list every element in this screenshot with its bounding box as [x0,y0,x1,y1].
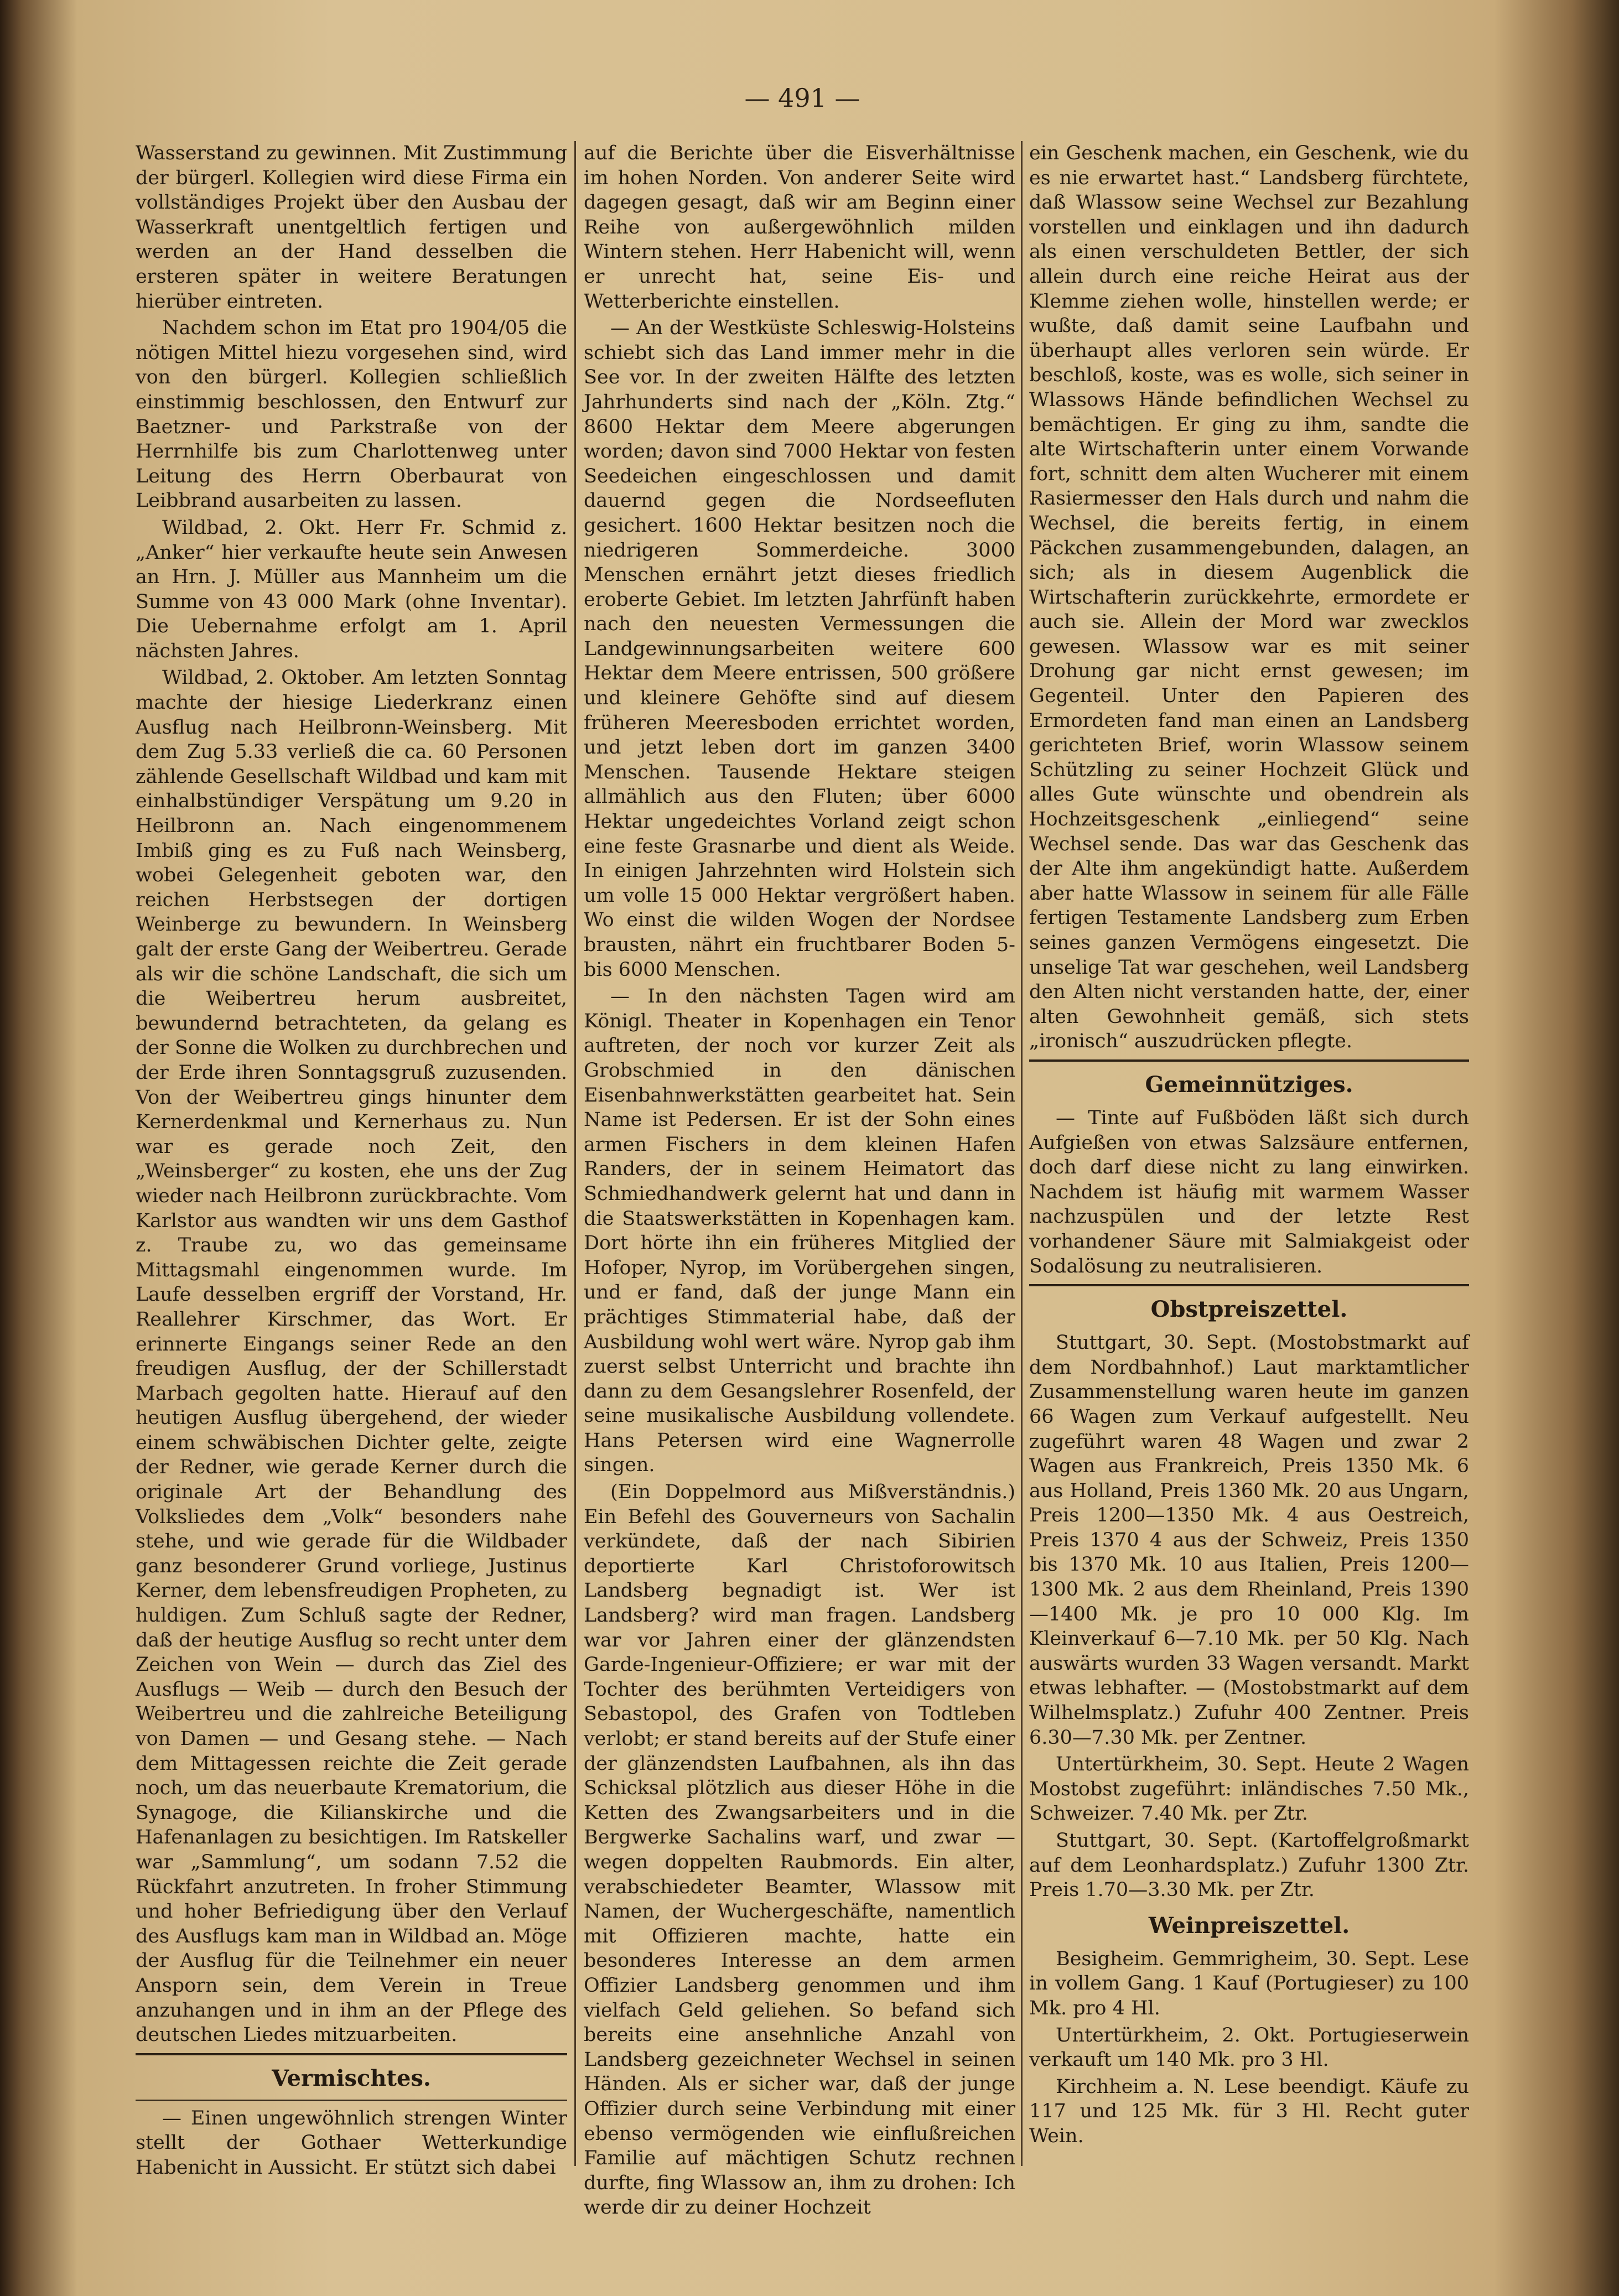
section-rule [1029,1059,1469,1062]
price-untertuerkheim-wein: Untertürkheim, 2. Okt. Portugieserwein verkauft um 140 Mk. pro 3 Hl. [1029,2024,1469,2071]
price-besigheim: Besigheim. Gemmrigheim, 30. Sept. Lese in vollem Gang. 1 Kauf (Portugieser) zu 100 Mk. pro 4 Hl. [1029,1947,1469,2019]
section-heading-vermischtes: Vermischtes. [272,2065,431,2091]
article-tinte: — Tinte auf Fußböden läßt sich durch Aufgießen von etwas Salzsäure entfernen, doch darf diese nicht zu lang einwirken. Nachdem ist häufig mit warmem Wasser nachzuspülen und der letzte Rest vorhandener Säure mit Salmiakgeist oder Sodalösung zu neutralisieren. [1029,1107,1469,1277]
section-rule [136,2053,567,2055]
page-number: — 491 — [744,83,860,113]
section-heading-weinpreiszettel: Weinpreiszettel. [1148,1912,1350,1939]
price-kirchheim: Kirchheim a. N. Lese beendigt. Käufe zu 117 und 125 Mk. für 3 Hl. Recht guter Wein. [1029,2075,1469,2147]
column-2 [584,141,1015,2222]
column-rule-left [574,141,576,2166]
column-3 [1029,141,1469,2151]
column-1 [136,141,567,2183]
column-rule-right [1021,141,1023,2166]
section-heading-obstpreiszettel: Obstpreiszettel. [1150,1296,1348,1323]
article-liederkranz-ausflug: Wildbad, 2. Oktober. Am letzten Sonntag machte der hiesige Liederkranz einen Ausflug nach Heilbronn-Weinsberg. Mit dem Zug 5.33 verließ die ca. 60 Personen zählende Gesellschaft Wildbad und kam mit einhalbstündiger Verspätung um 9.20 in Heilbronn an. Nach eingenommenem Imbiß ging es zu Fuß nach Weinsberg, wobei Gelegenheit geboten war, den reichen Herbstsegen der dortigen Weinberge zu bewundern. In Weinsberg galt der erste Gang der Weibertreu. Gerade als wir die schöne Landschaft, die sich um die Weibertreu herum ausbreitet, bewundernd betrachteten, da gelang es der Sonne die Wolken zu durchbrechen und der Erde ihren Sonntagsgruß zuzusenden. Von der Weibertreu gings hinunter dem Kernerdenkmal und Kernerhaus zu. Nun war es gerade noch Zeit, den „Weinsberger“ zu kosten, ehe uns der Zug wieder nach Heilbronn zurückbrachte. Vom Karlstor aus wandten wir uns dem Gasthof z. Traube zu, wo das gemeinsame Mittagsmahl eingenommen wurde. Im Laufe desselben ergriff der Vorstand, Hr. Reallehrer Kirschmer, das Wort. Er erinnerte Eingangs seiner Rede an den freudigen Ausflug, der der Schillerstadt Marbach gegolten hatte. Hierauf auf den heutigen Ausflug übergehend, der wieder einem schwäbischen Dichter gelte, zeigte der Redner, wie gerade Kerner durch die originale Art der Behandlung des Volksliedes dem „Volk“ besonders nahe stehe, und wie gerade für die Wildbader ganz besonderer Grund vorliege, Justinus Kerner, dem lebensfreudigen Propheten, zu huldigen. Zum Schluß sagte der Redner, daß der heutige Ausflug so recht unter dem Zeichen von Wein — durch das Ziel des Ausflugs — Weib — durch den Besuch der Weibertreu und die zahlreiche Beteiligung von Damen — und Gesang stehe. — Nach dem Mittagessen reichte die Zeit gerade noch, um das neuerbaute Krematorium, die Synagoge, die Kilianskirche und die Hafenanlagen zu besichtigen. Im Ratskeller war „Sammlung“, um sodann 7.52 die Rückfahrt anzutreten. In froher Stimmung und hoher Befriedigung über den Verlauf des Ausflugs kam man in Wildbad an. Möge der Ausflug für die Teilnehmer ein neuer Ansporn sein, dem Verein in Treue anzuhangen und in ihm an der Pflege des deutschen Liedes mitzuarbeiten. [136,667,567,2046]
article-wasserkraft-end: Wasserstand zu gewinnen. Mit Zustimmung der bürgerl. Kollegien wird diese Firma ein vollständiges Projekt über den Ausbau der Wasserkraft unentgeltlich fertigen und werden an der Hand desselben die ersteren später in weitere Beratungen hierüber eintreten. [136,142,567,313]
article-doppelmord-start: (Ein Doppelmord aus Mißverständnis.) Ein Befehl des Gouverneurs von Sachalin verkündete, daß der nach Sibirien deportierte Karl Christoforowitsch Landsberg begnadigt ist. Wer ist Landsberg? wird man fragen. Landsberg war vor Jahren einer der glänzendsten Garde-Ingenieur-Offiziere; er war mit der Tochter des berühmten Verteidigers von Sebastopol, des Grafen von Todtleben verlobt; er stand bereits auf der Stufe einer der glänzendsten Laufbahnen, als ihn das Schicksal plötzlich aus dieser Höhe in die Ketten des Zwangsarbeiters und in die Bergwerke Sachalins warf, und zwar — wegen doppelten Raubmords. Ein alter, verabschiedeter Beamter, Wlassow mit Namen, der Wuchergeschäfte, namentlich mit Offizieren machte, hatte ein besonderes Interesse an dem armen Offizier Landsberg genommen und ihm vielfach Geld geliehen. So befand sich bereits eine ansehnliche Anzahl von Landsberg gezeichneter Wechsel in seinen Händen. Als er sicher war, daß der junge Offizier durch seine Verbindung mit einer ebenso vermögenden wie einflußreichen Familie auf mächtigen Schutz rechnen durfte, fing Wlassow an, ihm zu drohen: Ich werde dir zu deiner Hochzeit [584,1481,1015,2219]
section-rule [1029,1284,1469,1286]
article-anker-verkauf: Wildbad, 2. Okt. Herr Fr. Schmid z. „Anker“ hier verkaufte heute sein Anwesen an Hrn. J. Müller aus Mannheim um die Summe von 43 000 Mark (ohne Inventar). Die Uebernahme erfolgt am 1. April nächsten Jahres. [136,516,567,662]
section-rule [136,2100,567,2101]
article-schleswig-holstein: — An der Westküste Schleswig-Holsteins schiebt sich das Land immer mehr in die See vor. In der zweiten Hälfte des letzten Jahrhunderts sind nach der „Köln. Ztg.“ 8600 Hektar dem Meere abgerungen worden; davon sind 7000 Hektar von festen Seedeichen eingeschlossen und damit dauernd gegen die Nordseefluten gesichert. 1600 Hektar besitzen noch die niedrigeren Sommerdeiche. 3000 Menschen ernährt jetzt dieses friedlich eroberte Gebiet. Im letzten Jahrfünft haben nach den neuesten Vermessungen die Landgewinnungsarbeiten weitere 600 Hektar dem Meere entrissen, 500 größere und kleinere Gehöfte sind auf diesem früheren Meeresboden errichtet worden, und jetzt leben dort im ganzen 3400 Menschen. Tausende Hektare steigen allmählich aus den Fluten; über 6000 Hektar ungedeichtes Vorland zeigt schon eine feste Grasnarbe und dient als Weide. In einigen Jahrzehnten wird Holstein sich um volle 15 000 Hektar vergrößert haben. Wo einst die wilden Wogen der Nordsee brausten, nährt ein fruchtbarer Boden 5- bis 6000 Menschen. [584,317,1015,981]
article-winter-end: auf die Berichte über die Eisverhältnisse im hohen Norden. Von anderer Seite wird dagegen gesagt, daß wir am Beginn einer Reihe von außergewöhnlich milden Wintern stehen. Herr Habenicht will, wenn er unrecht hat, seine Eis- und Wetterberichte einstellen. [584,142,1015,313]
article-winter-start: — Einen ungewöhnlich strengen Winter stellt der Gothaer Wetterkundige Habenicht in Aussicht. Er stützt sich dabei [136,2107,567,2179]
article-tenor-kopenhagen: — In den nächsten Tagen wird am Königl. Theater in Kopenhagen ein Tenor auftreten, der noch vor kurzer Zeit als Grobschmied in den dänischen Eisenbahnwerkstätten gearbeitet hat. Sein Name ist Pedersen. Er ist der Sohn eines armen Fischers in dem kleinen Hafen Randers, der in seinem Heimatort das Schmiedhandwerk gelernt hat und dann in die Staatswerkstätten in Kopenhagen kam. Dort hörte ihn ein früheres Mitglied der Hofoper, Nyrop, im Vorübergehen singen, und er fand, daß der junge Mann ein prächtiges Stimmaterial habe, daß der Ausbildung wohl wert wäre. Nyrop gab ihm zuerst selbst Unterricht und brachte ihn dann zu dem Gesangslehrer Rosenfeld, der seine musikalische Ausbildung vollendete. Hans Petersen wird eine Wagnerrolle singen. [584,985,1015,1477]
section-heading-gemeinnuetziges: Gemeinnütziges. [1145,1071,1353,1098]
article-doppelmord-end: ein Geschenk machen, ein Geschenk, wie du es nie erwartet hast.“ Landsberg fürchtete, daß Wlassow seine Wechsel zur Bezahlung vorstellen und einklagen und ihn dadurch als einen verschuldeten Bettler, der sich allein durch eine reiche Heirat aus der Klemme ziehen wolle, hinstellen werde; er wußte, daß damit seine Laufbahn und überhaupt alles verloren sein würde. Er beschloß, koste, was es wolle, sich seiner in Wlassows Hände befindlichen Wechsel zu bemächtigen. Er ging zu ihm, sandte die alte Wirtschafterin unter einem Vorwande fort, schnitt dem alten Wucherer mit einem Rasiermesser den Hals durch und nahm die Wechsel, die bereits fertig, in einem Päckchen zusammengebunden, dalagen, an sich; als in diesem Augenblick die Wirtschafterin zurückkehrte, ermordete er auch sie. Allein der Mord war zwecklos gewesen. Wlassow war es mit seiner Drohung gar nicht ernst gewesen; im Gegenteil. Unter den Papieren des Ermordeten fand man einen an Landsberg gerichteten Brief, worin Wlassow seinem Schützling zu seiner Hochzeit Glück und alles Gute wünschte und obendrein als Hochzeitsgeschenk „einliegend“ seine Wechsel sende. Das war das Geschenk das der Alte ihm angekündigt hatte. Außerdem aber hatte Wlassow in seinem für alle Fälle fertigen Testamente Landsberg zum Erben seines ganzen Vermögens eingesetzt. Die unselige Tat war geschehen, weil Landsberg den Alten nicht verstanden hatte, der, einer alten Gewohnheit gemäß, sich stets „ironisch“ auszudrücken pflegte. [1029,142,1469,1053]
price-untertuerkheim-mostobst: Untertürkheim, 30. Sept. Heute 2 Wagen Mostobst zugeführt: inländisches 7.50 Mk., Schweizer. 7.40 Mk. per Ztr. [1029,1753,1469,1825]
price-stuttgart-kartoffel: Stuttgart, 30. Sept. (Kartoffelgroßmarkt auf dem Leonhardsplatz.) Zufuhr 1300 Ztr. Preis 1.70—3.30 Mk. per Ztr. [1029,1830,1469,1902]
article-strassenentwurf: Nachdem schon im Etat pro 1904/05 die nötigen Mittel hiezu vorgesehen sind, wird von den bürgerl. Kollegien schließlich einstimmig beschlossen, den Entwurf zur Baetzner- und Parkstraße von der Herrnhilfe bis zum Charlottenweg unter Leitung des Herrn Oberbaurat von Leibbrand ausarbeiten zu lassen. [136,317,567,512]
price-stuttgart-mostobst: Stuttgart, 30. Sept. (Mostobstmarkt auf dem Nordbahnhof.) Laut marktamtlicher Zusammenstellung waren heute im ganzen 66 Wagen zum Verkauf aufgestellt. Neu zugeführt waren 48 Wagen und zwar 2 Wagen aus Frankreich, Preis 1350 Mk. 6 aus Holland, Preis 1360 Mk. 20 aus Ungarn, Preis 1200—1350 Mk. 4 aus Oestreich, Preis 1370 4 aus der Schweiz, Preis 1350 bis 1370 Mk. 10 aus Italien, Preis 1200—1300 Mk. 2 aus dem Rheinland, Preis 1390—1400 Mk. je pro 10 000 Klg. Im Kleinverkauf 6—7.10 Mk. per 50 Klg. Nach auswärts wurden 33 Wagen versandt. Markt etwas lebhafter. — (Mostobstmarkt auf dem Wilhelmsplatz.) Zufuhr 400 Zentner. Preis 6.30—7.30 Mk. per Zentner. [1029,1332,1469,1749]
